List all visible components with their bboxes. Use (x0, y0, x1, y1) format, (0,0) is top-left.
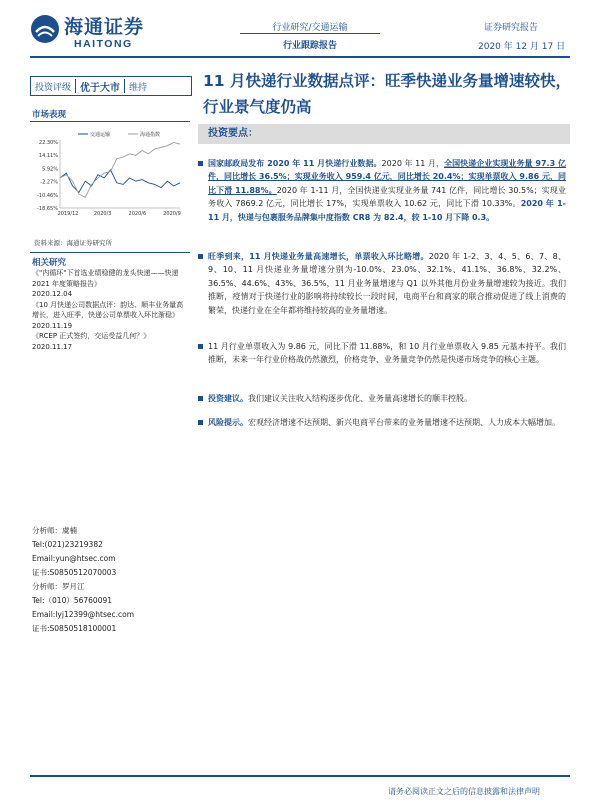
footer-disclaimer[interactable]: 请务必阅读正文之后的信息披露和法律声明 (388, 787, 540, 796)
market-rule (30, 121, 190, 122)
bullet-icon (198, 420, 203, 425)
analyst-cert: 证书:S0850512070003 (32, 568, 117, 577)
para-lead: 风险提示。 (208, 418, 248, 427)
related-item-date: 2020.12.04 (32, 290, 73, 298)
series-line (60, 143, 180, 198)
related-item-date: 2020.11.19 (32, 321, 73, 330)
related-item-title[interactable]: 《RCEP 正式签约，交运受益几何？》 (32, 332, 151, 340)
y-tick-label: 5.92% (42, 166, 58, 173)
legend-label: 交通运输 (90, 132, 111, 138)
bullet-icon (198, 161, 203, 166)
x-tick-label: 2020/3 (93, 211, 112, 217)
para-lead: 旺季到来，11 月快递业务量高速增长，单票收入环比略增。 (208, 252, 429, 261)
y-tick-label: -18.65% (37, 206, 58, 212)
paragraph-volume-growth (208, 250, 566, 317)
related-heading: 相关研究 (32, 258, 67, 268)
bullet-icon (198, 344, 203, 349)
related-list (32, 268, 190, 352)
y-tick-label: 14.11% (38, 153, 58, 160)
related-item-title[interactable]: 《"内循环"下首选业绩稳健的龙头快递——快递 2021 年度策略报告》 (32, 269, 179, 288)
market-heading: 市场表现 (32, 110, 67, 120)
key-points-heading: 投资要点： (198, 124, 570, 144)
series-line (60, 170, 180, 193)
analyst-tel: Tel:(021)23219382 (32, 540, 103, 549)
report-date: 2020 年 12 月 17 日 (478, 42, 566, 52)
para-text: 2020 年 1-2、3、4、5、6、7、8、9、10、11 月快递业务量增速分别为-10.0%、23.0%、32.1%、41.1%、36.8%、32.2%、36.5%、44.6%、43%、36.5%，11 月业务量增速与 Q1 以外其他月份业务量增速较为接近。我们推断，疫情对于快递行业的影响将持续较长一段时间，电商平台和商家的联合推动促进了线上消费的繁荣，快递行业在全年都将维持较高的业务量增速。 (208, 252, 566, 315)
analyst-block (32, 580, 190, 636)
paragraph-risk (208, 416, 566, 429)
para-lead: 国家邮政局发布 2020 年 11 月快递行业数据。 (208, 159, 382, 168)
report-category: 行业研究/交通运输 (272, 23, 348, 33)
bullet-icon (198, 396, 203, 401)
rating-label: 投资评级 (35, 82, 72, 93)
analyst-name: 分析师：罗月江 (32, 582, 85, 591)
paragraph-unit-revenue (208, 340, 566, 367)
analyst-block (32, 524, 190, 580)
y-tick-label: 22.30% (38, 140, 58, 146)
report-series: 证券研究报告 (484, 23, 539, 33)
para-highlight: 2020 年 1-11 月，快递与包裹服务品牌集中度指数 CR8 为 82.4，较 1-10 月下降 0.3。 (208, 199, 566, 222)
rating-value: 优于大市 (80, 82, 121, 94)
rating-box (30, 76, 192, 96)
rating-status: 维持 (129, 82, 148, 93)
analyst-cert: 证书:S0850518100001 (32, 624, 117, 633)
haitong-logo-icon (30, 14, 60, 44)
related-item-title[interactable]: 《10 月快递公司数据点评：韵达、顺丰业务量高增长，进入旺季，快递公司单票收入环比渐稳》 (32, 300, 184, 319)
footer-rule (30, 775, 570, 777)
report-type: 行业跟踪报告 (282, 41, 337, 51)
para-text: 宏观经济增速不达预期、新兴电商平台带来的业务量增速不达预期、人力成本大幅增加。 (248, 418, 560, 427)
y-tick-label: -10.46% (37, 192, 58, 199)
x-tick-label: 2019/12 (57, 211, 79, 217)
para-text: 2020 年 11 月， (381, 159, 445, 168)
x-tick-label: 2020/9 (163, 211, 181, 217)
logo-text-en: HAITONG (74, 38, 133, 50)
para-highlight: 全国快递企业实现业务量 97.3 亿件，同比增长 36.5%；实现业务收入 959.4 亿元，同比增长 20.4%；实现单票收入 9.86 元，同比下滑 11.88%。 (208, 159, 566, 195)
para-text: 我们建议关注收入结构逐步优化、业务量高速增长的顺丰控股。 (248, 394, 472, 403)
analyst-email[interactable]: Email:lyj12399@htsec.com (32, 610, 135, 619)
header-divider (240, 33, 380, 34)
para-text: 11 月行业单票收入为 9.86 元，同比下滑 11.88%，和 10 月行业单票收入 9.85 元基本持平。我们推断，未来一年行业价格战仍然激烈，价格竞争、业务量竞争仍然是快递市场竞争的核心主题。 (208, 342, 566, 365)
report-title: 11 月快递行业数据点评：旺季快递业务量增速较快，行业景气度仍高 (203, 72, 571, 116)
para-text: 2020 年 1-11 月，全国快递业实现业务量 741 亿件，同比增长 30.5%；实现业务收入 7869.2 亿元，同比增长 17%，实现单票收入 10.62 元，同比下滑 10.33%。 (208, 185, 566, 209)
bullet-icon (198, 254, 203, 259)
paragraph-data-release (208, 157, 566, 224)
market-chart (30, 128, 190, 220)
chart-source: 资料来源：海通证券研究所 (34, 239, 112, 247)
x-tick-label: 2020/6 (128, 211, 147, 217)
analyst-email[interactable]: Email:yun@htsec.com (32, 554, 116, 563)
y-tick-label: -2.27% (40, 179, 58, 186)
analyst-name: 分析师：虞楠 (32, 526, 77, 535)
legend-label: 海通指数 (140, 132, 161, 138)
paragraph-investment-advice (208, 392, 566, 405)
para-lead: 投资建议。 (208, 394, 248, 403)
header-rule (30, 56, 570, 58)
analyst-tel: Tel:（010）56760091 (32, 596, 113, 605)
related-rule-top (30, 252, 190, 253)
logo-text-cn: 海通证券 (64, 16, 145, 38)
related-item-date: 2020.11.17 (32, 342, 73, 351)
